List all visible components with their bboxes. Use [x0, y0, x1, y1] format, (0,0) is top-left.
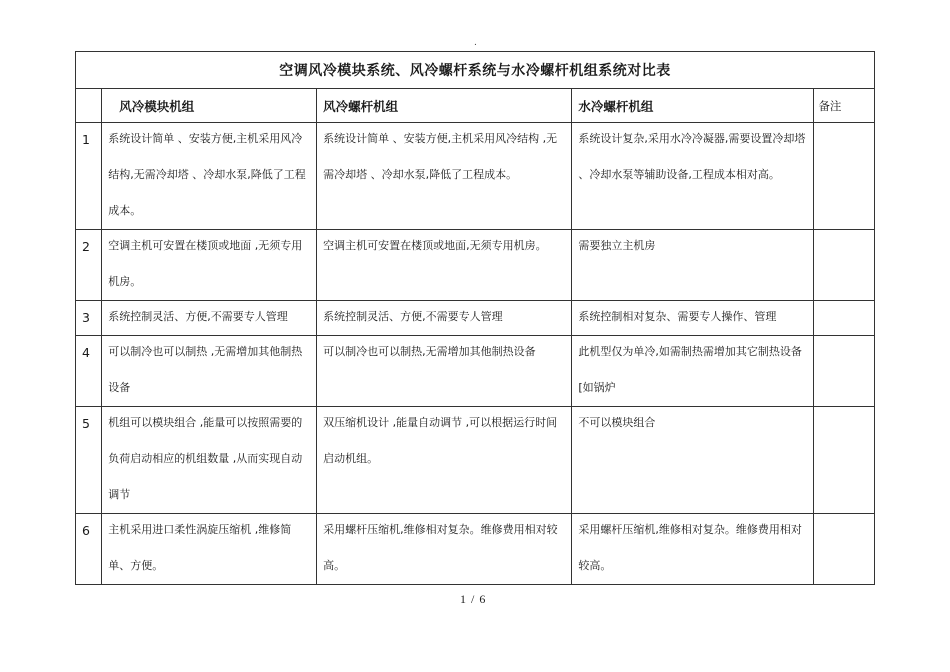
cell-notes	[814, 123, 875, 230]
cell-air-cooled-screw: 可以制冷也可以制热,无需增加其他制热设备	[317, 336, 572, 407]
header-num-cell	[76, 89, 102, 123]
cell-air-cooled-modular: 可以制冷也可以制热 ,无需增加其他制热设备	[102, 336, 317, 407]
cell-air-cooled-screw: 系统设计简单 、安装方便,主机采用风冷结构 ,无需冷却塔 、冷却水泵,降低了工程成本。	[317, 123, 572, 230]
row-number: 2	[76, 230, 102, 301]
page-indicator: 1 / 6	[460, 592, 487, 606]
cell-notes	[814, 336, 875, 407]
cell-water-cooled-screw: 不可以模块组合	[572, 407, 814, 514]
row-number: 5	[76, 407, 102, 514]
cell-air-cooled-screw: 采用螺杆压缩机,维修相对复杂。维修费用相对较高。	[317, 514, 572, 585]
table-title: 空调风冷模块系统、风冷螺杆系统与水冷螺杆机组系统对比表	[76, 52, 875, 89]
title-row	[76, 52, 875, 89]
cell-water-cooled-screw: 系统设计复杂,采用水冷冷凝器,需要设置冷却塔 、冷却水泵等辅助设备,工程成本相对高。	[572, 123, 814, 230]
row-number: 1	[76, 123, 102, 230]
header-air-cooled-modular: 风冷模块机组	[102, 89, 317, 123]
cell-air-cooled-modular: 主机采用进口柔性涡旋压缩机 ,维修简单、方便。	[102, 514, 317, 585]
table-row	[76, 336, 875, 407]
cell-water-cooled-screw: 采用螺杆压缩机,维修相对复杂。维修费用相对较高。	[572, 514, 814, 585]
cell-water-cooled-screw: 系统控制相对复杂、需要专人操作、管理	[572, 301, 814, 336]
cell-notes	[814, 514, 875, 585]
table-row	[76, 230, 875, 301]
cell-air-cooled-screw: 系统控制灵活、方便,不需要专人管理	[317, 301, 572, 336]
top-mark: .	[474, 38, 477, 48]
cell-air-cooled-modular: 空调主机可安置在楼顶或地面 ,无须专用机房。	[102, 230, 317, 301]
cell-air-cooled-modular: 系统设计简单 、安装方便,主机采用风冷结构,无需冷却塔 、冷却水泵,降低了工程成本。	[102, 123, 317, 230]
cell-notes	[814, 407, 875, 514]
table-row	[76, 301, 875, 336]
header-row	[76, 89, 875, 123]
row-number: 4	[76, 336, 102, 407]
row-number: 6	[76, 514, 102, 585]
header-notes: 备注	[814, 89, 875, 123]
cell-water-cooled-screw: 此机型仅为单冷,如需制热需增加其它制热设备[如锅炉	[572, 336, 814, 407]
table-row	[76, 407, 875, 514]
comparison-table	[75, 51, 875, 585]
cell-air-cooled-screw: 双压缩机设计 ,能量自动调节 ,可以根据运行时间启动机组。	[317, 407, 572, 514]
cell-water-cooled-screw: 需要独立主机房	[572, 230, 814, 301]
row-number: 3	[76, 301, 102, 336]
cell-air-cooled-modular: 机组可以模块组合 ,能量可以按照需要的负荷启动相应的机组数量 ,从而实现自动调节	[102, 407, 317, 514]
cell-air-cooled-modular: 系统控制灵活、方便,不需要专人管理	[102, 301, 317, 336]
table-row	[76, 123, 875, 230]
cell-notes	[814, 230, 875, 301]
table-row	[76, 514, 875, 585]
header-air-cooled-screw: 风冷螺杆机组	[317, 89, 572, 123]
cell-notes	[814, 301, 875, 336]
header-water-cooled-screw: 水冷螺杆机组	[572, 89, 814, 123]
cell-air-cooled-screw: 空调主机可安置在楼顶或地面,无须专用机房。	[317, 230, 572, 301]
